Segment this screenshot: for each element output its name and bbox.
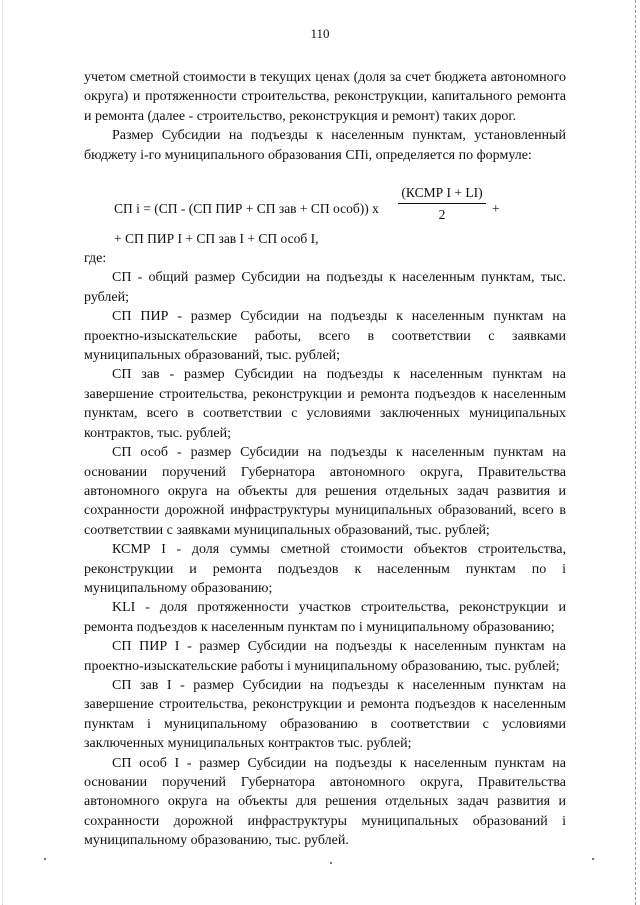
definition-kli: KLI - доля протяженности участков строительства, реконструкции и ремонта подъездов к населенным пунктам по i муниципальному образованию; bbox=[84, 600, 566, 635]
definition-ksmr: КСМР I - доля суммы сметной стоимости объектов строительства, реконструкции и ремонта подъездов к населенным пунктам по i муниципальному образованию; bbox=[84, 542, 566, 596]
definition-sp-zav: СП зав - размер Субсидии на подъезды к населенным пунктам на завершение строительства, реконструкции и ремонта подъездов к населенным пунктам, всего в соответствии с условиями заключенных муниципальных контрактов, тыс. рублей; bbox=[84, 367, 566, 441]
definition-sp-pir-i: СП ПИР I - размер Субсидии на подъезды к населенным пунктам на проектно-изыскательские работы i муниципальному образованию, тыс. рублей; bbox=[84, 639, 566, 674]
formula-line-2: + СП ПИР I + СП зав I + СП особ I, bbox=[114, 231, 319, 247]
formula-fraction bbox=[398, 183, 486, 225]
formula-plus: + bbox=[492, 201, 500, 217]
scan-speck bbox=[592, 858, 594, 860]
scan-speck bbox=[44, 858, 46, 860]
formula-denominator: 2 bbox=[438, 207, 446, 223]
scan-right-edge bbox=[634, 0, 636, 905]
definition-sp: СП - общий размер Субсидии на подъезды к населенным пунктам, тыс. рублей; bbox=[84, 270, 566, 305]
formula-intro: Размер Субсидии на подъезды к населенным пунктам, установленный бюджету i-го муниципального образования СПi, определяется по формуле: bbox=[84, 128, 566, 163]
scan-left-edge bbox=[2, 0, 4, 905]
subsidy-formula bbox=[84, 165, 566, 249]
formula-numerator: (КСМР I + LI) bbox=[398, 183, 486, 204]
definition-sp-pir: СП ПИР - размер Субсидии на подъезды к населенным пунктам на проектно-изыскательские работы, всего в соответствии с заявками муниципальных образований, тыс. рублей; bbox=[84, 309, 566, 364]
scan-speck bbox=[330, 862, 332, 864]
page-number: 110 bbox=[310, 26, 330, 41]
definition-sp-zav-i: СП зав I - размер Субсидии на подъезды к населенным пунктам на завершение строительства, реконструкции и ремонта подъездов к населенным пунктам i муниципальному образованию в соответствии с условиями заключенных муниципальных контрактов тыс. рублей; bbox=[84, 677, 566, 752]
where-label: где: bbox=[84, 251, 107, 267]
definition-sp-osob-i: СП особ I - размер Субсидии на подъезды к населенным пунктам на основании поручений Губернатора автономного округа, Правительства автономного округа на объекты для решения отдельных задач развития и сохранности дорожной инфраструктуры муниципальных образований i муниципальному образованию, тыс. рублей. bbox=[84, 755, 566, 849]
definition-sp-osob: СП особ - размер Субсидии на подъезды к населенным пунктам на основании поручений Губернатора автономного округа, Правительства автономного округа на объекты для решения отдельных задач развития и сохранности дорожной инфраструктуры муниципальных образований, всего в соответствии с заявками муниципальных образований, тыс. рублей; bbox=[84, 445, 566, 538]
document-body bbox=[84, 68, 566, 851]
intro-paragraph: учетом сметной стоимости в текущих ценах (доля за счет бюджета автономного округа) и протяженности строительства, реконструкции, капитального ремонта и ремонта (далее - строительство, реконструкция и ремонт) таких дорог. bbox=[84, 70, 566, 124]
formula-line-1: СП i = (СП - (СП ПИР + СП зав + СП особ)) x bbox=[114, 201, 379, 217]
